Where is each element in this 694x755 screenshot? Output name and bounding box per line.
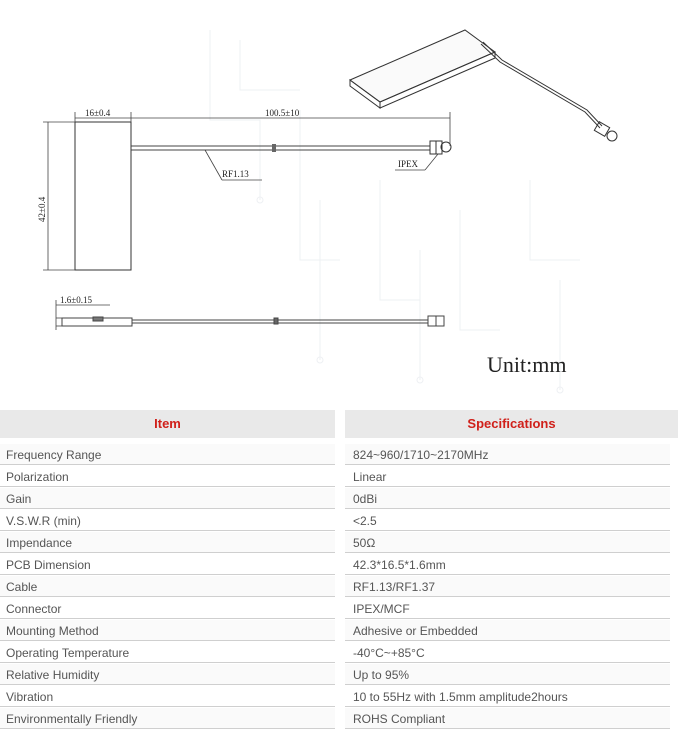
pcb-side-view <box>62 316 444 326</box>
item-cell: Connector <box>0 598 335 619</box>
item-cell: Frequency Range <box>0 444 335 465</box>
table-row <box>0 466 694 488</box>
spec-cell: IPEX/MCF <box>345 598 670 619</box>
table-row <box>0 664 694 686</box>
table-row <box>0 708 694 730</box>
item-cell: Vibration <box>0 686 335 707</box>
table-row <box>0 554 694 576</box>
dim-width-label: 16±0.4 <box>85 108 111 118</box>
table-row <box>0 488 694 510</box>
spec-cell: 50Ω <box>345 532 670 553</box>
spec-cell: -40°C~+85°C <box>345 642 670 663</box>
spec-cell: 10 to 55Hz with 1.5mm amplitude2hours <box>345 686 670 707</box>
connector-label: IPEX <box>398 159 418 169</box>
spec-cell: Adhesive or Embedded <box>345 620 670 641</box>
table-row <box>0 686 694 708</box>
dim-cable-length-label: 100.5±10 <box>265 108 300 118</box>
item-cell: V.S.W.R (min) <box>0 510 335 531</box>
dim-thickness-label: 1.6±0.15 <box>60 295 92 305</box>
item-cell: Environmentally Friendly <box>0 708 335 729</box>
item-cell: Mounting Method <box>0 620 335 641</box>
spec-cell: RF1.13/RF1.37 <box>345 576 670 597</box>
cable-label: RF1.13 <box>222 169 249 179</box>
item-cell: Polarization <box>0 466 335 487</box>
table-row <box>0 620 694 642</box>
spec-cell: 824~960/1710~2170MHz <box>345 444 670 465</box>
item-cell: Cable <box>0 576 335 597</box>
spec-cell: 42.3*16.5*1.6mm <box>345 554 670 575</box>
isometric-view <box>350 30 617 141</box>
spec-cell: ROHS Compliant <box>345 708 670 729</box>
table-row <box>0 598 694 620</box>
table-row <box>0 576 694 598</box>
table-row <box>0 444 694 466</box>
spec-cell: <2.5 <box>345 510 670 531</box>
connector-top-view <box>430 141 451 154</box>
item-cell: Gain <box>0 488 335 509</box>
pcb-top-view <box>75 122 131 270</box>
header-item: Item <box>0 410 335 438</box>
item-cell: Relative Humidity <box>0 664 335 685</box>
table-row <box>0 532 694 554</box>
dim-height-label: 42±0.4 <box>37 196 47 222</box>
spec-cell: Linear <box>345 466 670 487</box>
header-specifications: Specifications <box>345 410 678 438</box>
item-cell: PCB Dimension <box>0 554 335 575</box>
unit-label: Unit:mm <box>487 352 567 377</box>
spec-cell: 0dBi <box>345 488 670 509</box>
item-cell: Impendance <box>0 532 335 553</box>
table-row <box>0 510 694 532</box>
item-cell: Operating Temperature <box>0 642 335 663</box>
table-row <box>0 642 694 664</box>
spec-cell: Up to 95% <box>345 664 670 685</box>
